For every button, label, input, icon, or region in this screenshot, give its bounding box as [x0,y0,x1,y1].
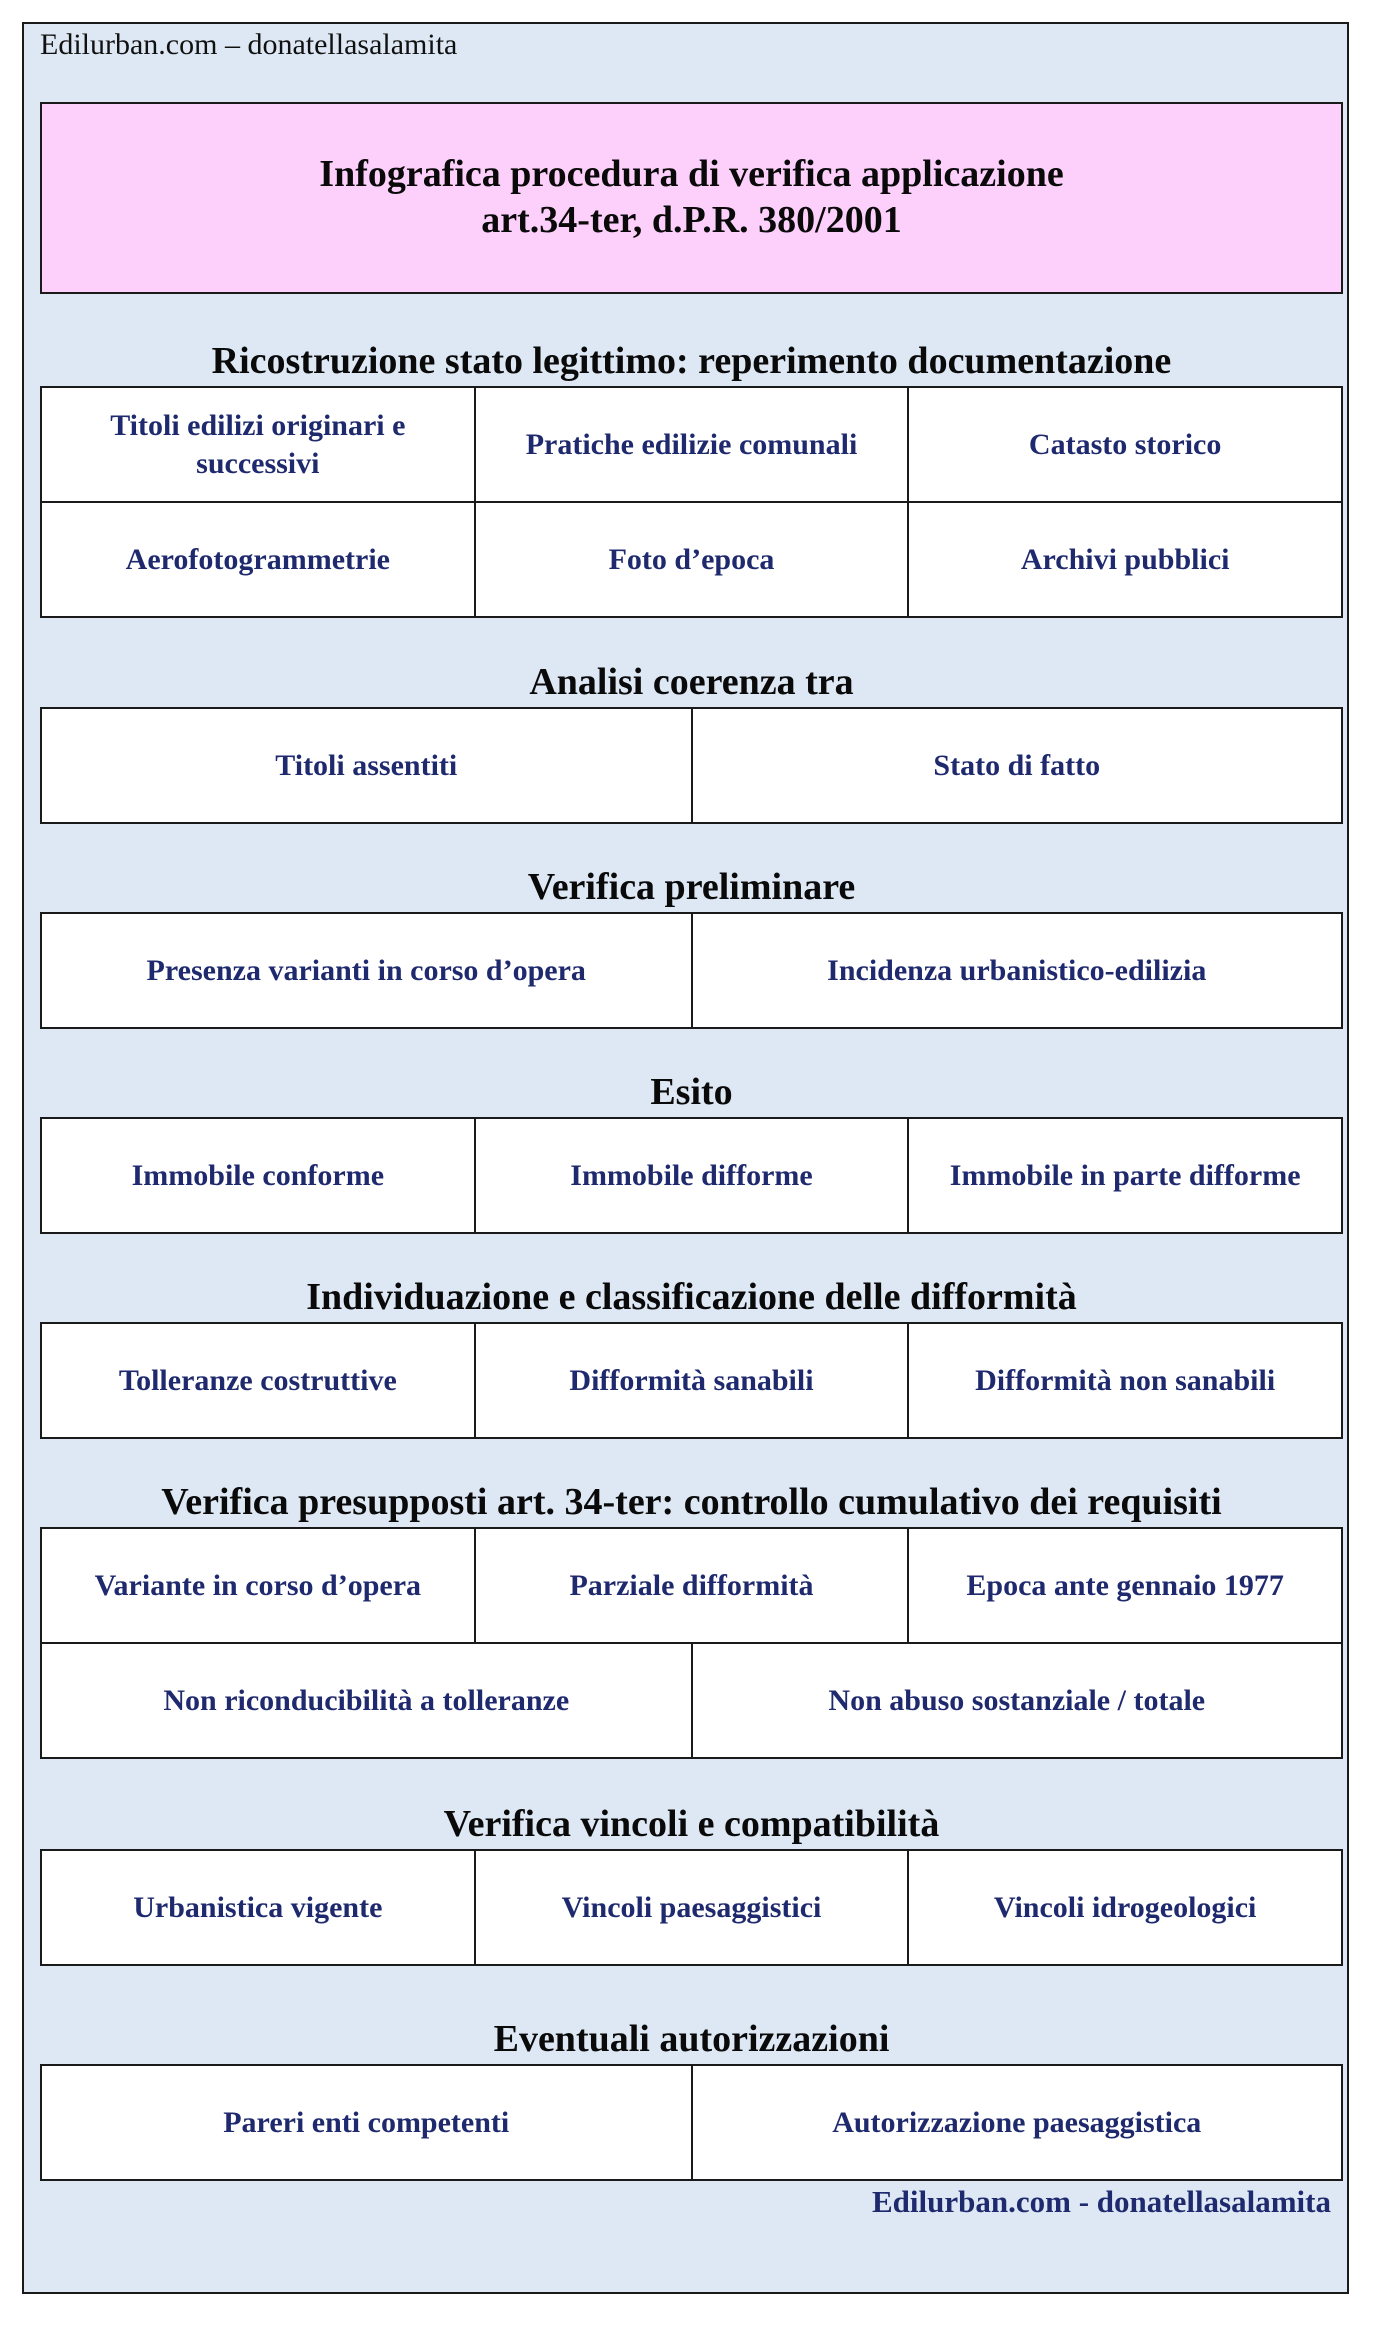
box-titoli-edilizi: Titoli edilizi originari e successivi [42,388,476,503]
section-vincoli-compatibilita [40,1799,1343,1966]
section-classificazione-difformita [40,1272,1343,1439]
box-grid [40,1322,1343,1439]
box-pareri-enti: Pareri enti competenti [42,2066,693,2181]
box-grid [40,912,1343,1029]
section-verifica-preliminare [40,862,1343,1029]
box-grid [40,386,1343,618]
section-title: Verifica presupposti art. 34-ter: controllo cumulativo dei requisiti [161,1481,1222,1523]
box-urbanistica-vigente: Urbanistica vigente [42,1851,476,1966]
box-tolleranze-costruttive: Tolleranze costruttive [42,1324,476,1439]
box-epoca-ante-1977: Epoca ante gennaio 1977 [909,1529,1343,1644]
box-incidenza-urbanistico: Incidenza urbanistico-edilizia [693,914,1344,1029]
box-presenza-varianti: Presenza varianti in corso d’opera [42,914,693,1029]
box-immobile-conforme: Immobile conforme [42,1119,476,1234]
section-title: Verifica preliminare [527,866,856,908]
box-pratiche-edilizie: Pratiche edilizie comunali [476,388,910,503]
box-titoli-assentiti: Titoli assentiti [42,709,693,824]
box-catasto-storico: Catasto storico [909,388,1343,503]
box-non-riconducibilita-tolleranze: Non riconducibilità a tolleranze [42,1644,693,1759]
section-analisi-coerenza [40,657,1343,824]
header-credit: Edilurban.com – donatellasalamita [40,28,458,61]
section-title: Verifica vincoli e compatibilità [443,1803,940,1845]
section-title: Eventuali autorizzazioni [493,2018,890,2060]
box-immobile-parte-difforme: Immobile in parte difforme [909,1119,1343,1234]
section-title: Individuazione e classificazione delle difformità [306,1276,1077,1318]
box-grid [40,1644,1343,1759]
box-autorizzazione-paesaggistica: Autorizzazione paesaggistica [693,2066,1344,2181]
box-difformita-sanabili: Difformità sanabili [476,1324,910,1439]
box-archivi-pubblici: Archivi pubblici [909,503,1343,618]
box-grid [40,1117,1343,1234]
box-foto-epoca: Foto d’epoca [476,503,910,618]
section-autorizzazioni [40,2014,1343,2181]
box-parziale-difformita: Parziale difformità [476,1529,910,1644]
section-stato-legittimo [40,336,1343,618]
section-title: Analisi coerenza tra [529,661,854,703]
box-vincoli-idrogeologici: Vincoli idrogeologici [909,1851,1343,1966]
box-vincoli-paesaggistici: Vincoli paesaggistici [476,1851,910,1966]
box-stato-di-fatto: Stato di fatto [693,709,1344,824]
title-box [40,102,1343,294]
box-immobile-difforme: Immobile difforme [476,1119,910,1234]
footer-credit: Edilurban.com - donatellasalamita [871,2184,1331,2219]
box-grid [40,707,1343,824]
box-difformita-non-sanabili: Difformità non sanabili [909,1324,1343,1439]
box-grid [40,2064,1343,2181]
box-grid [40,1527,1343,1644]
section-title: Esito [650,1071,733,1113]
section-presupposti-34ter [40,1477,1343,1759]
title-line-2: art.34-ter, d.P.R. 380/2001 [481,199,902,241]
section-esito [40,1067,1343,1234]
infographic-frame [22,22,1349,2294]
box-aerofotogrammetrie: Aerofotogrammetrie [42,503,476,618]
box-grid [40,1849,1343,1966]
title-line-1: Infografica procedura di verifica applicazione [319,153,1064,196]
box-variante-corso-opera: Variante in corso d’opera [42,1529,476,1644]
box-non-abuso-sostanziale: Non abuso sostanziale / totale [693,1644,1344,1759]
section-title: Ricostruzione stato legittimo: reperimento documentazione [211,340,1172,382]
